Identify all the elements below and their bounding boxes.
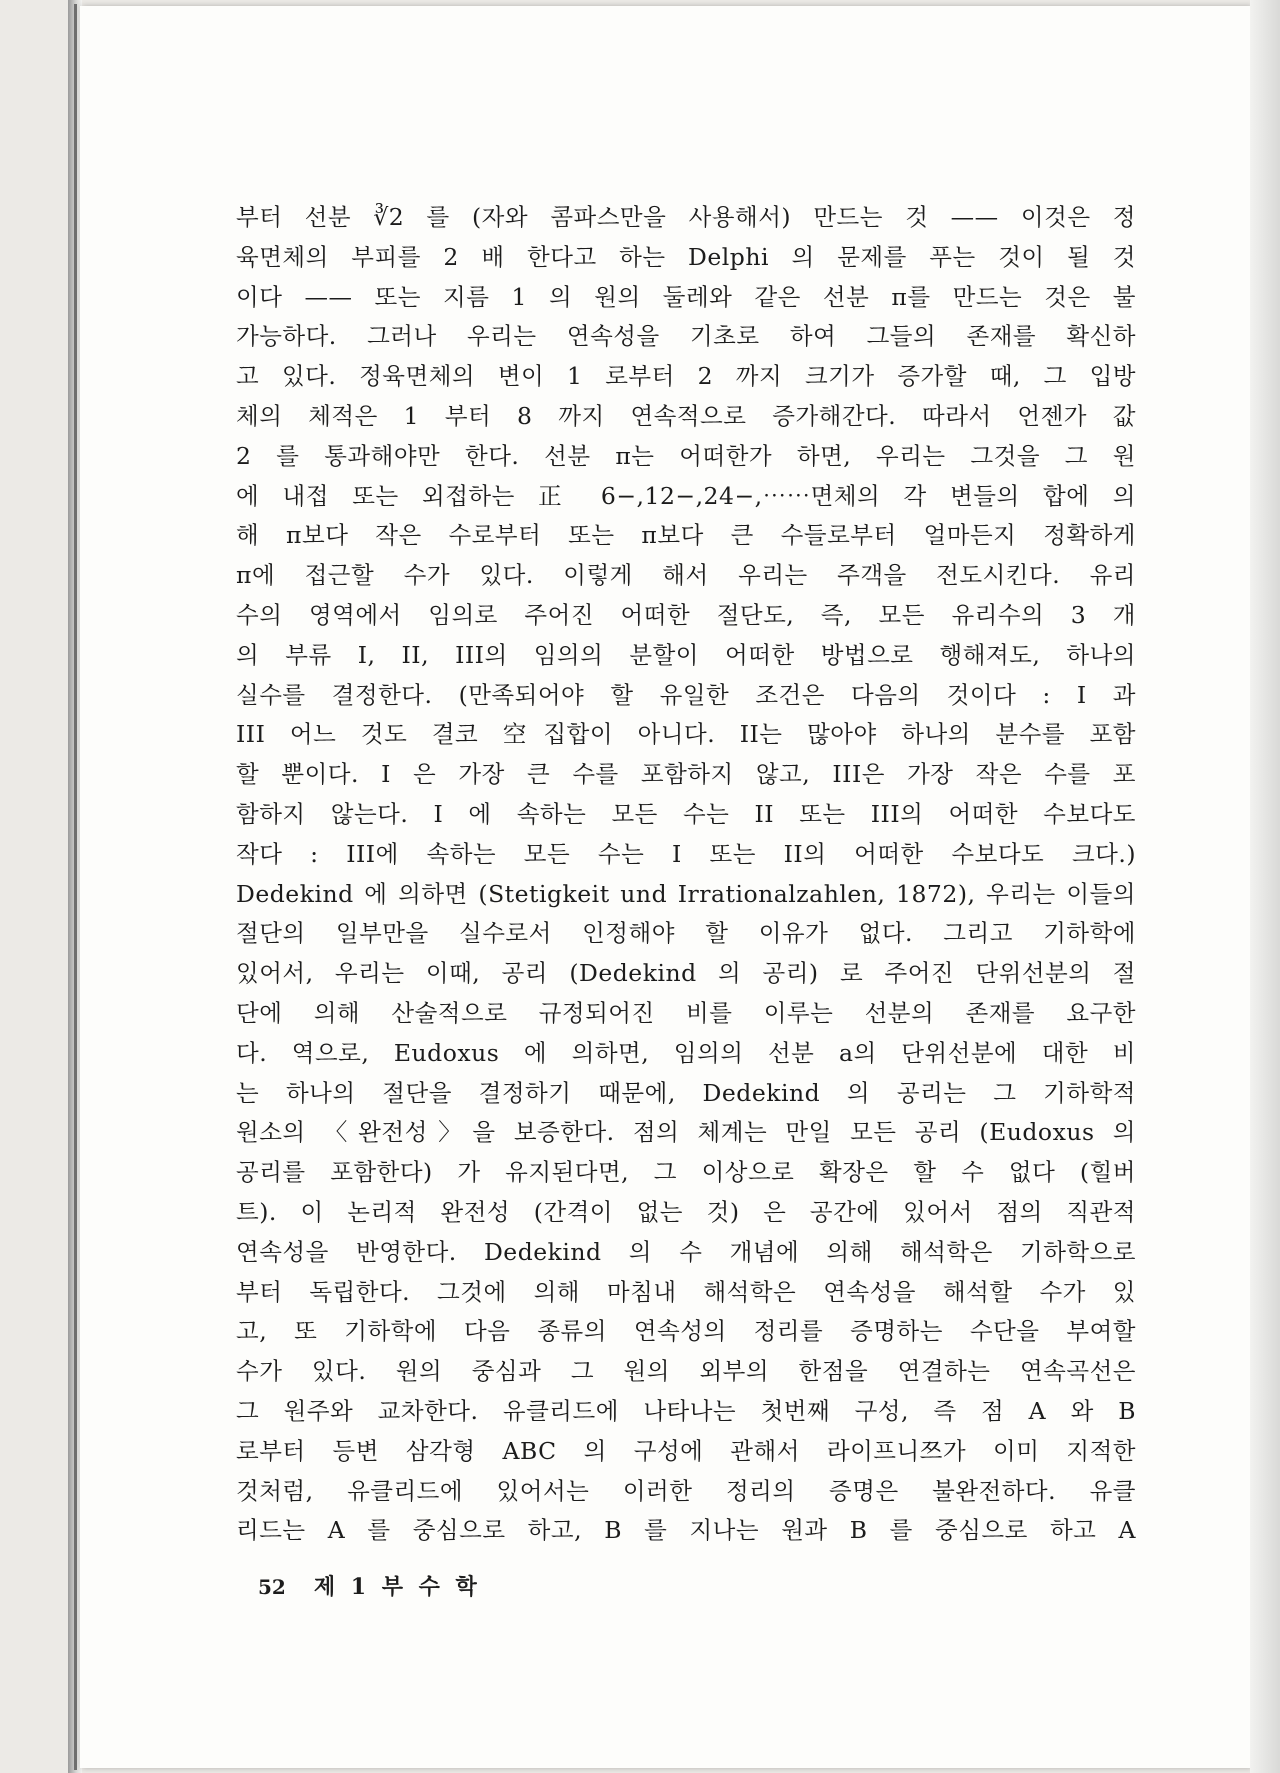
- text-line: π에 접근할 수가 있다. 이렇게 해서 우리는 주객을 전도시킨다. 유리: [236, 561, 1136, 590]
- body-text: [236, 198, 1136, 1551]
- page-footer: [258, 1570, 481, 1601]
- text-line: 그 원주와 교차한다. 유클리드에 나타나는 첫번째 구성, 즉 점 A 와 B: [236, 1396, 1136, 1425]
- text-line: 부터 선분 ∛2 를 (자와 콤파스만을 사용해서) 만드는 것 —— 이것은 정: [236, 203, 1136, 231]
- text-line: 해 π보다 작은 수로부터 또는 π보다 큰 수들로부터 얼마든지 정확하게: [236, 521, 1136, 550]
- text-line: 것처럼, 유클리드에 있어서는 이러한 정리의 증명은 불완전하다. 유클: [236, 1476, 1136, 1505]
- text-line: 원소의 〈완전성〉을 보증한다. 점의 체계는 만일 모든 공리 (Eudoxus 의: [236, 1118, 1136, 1147]
- text-line: 부터 독립한다. 그것에 의해 마침내 해석학은 연속성을 해석할 수가 있: [236, 1277, 1136, 1306]
- text-line: 단에 의해 산술적으로 규정되어진 비를 이루는 선분의 존재를 요구한: [236, 998, 1136, 1027]
- text-line: 체의 체적은 1 부터 8 까지 연속적으로 증가해간다. 따라서 언젠가 값: [236, 401, 1136, 430]
- text-line: 의 부류 I, II, III의 임의의 분할이 어떠한 방법으로 행해져도, 하나의: [236, 640, 1136, 669]
- text-line: 리드는 A 를 중심으로 하고, B 를 지나는 원과 B 를 중심으로 하고 A: [236, 1516, 1136, 1545]
- text-line: 가능하다. 그러나 우리는 연속성을 기초로 하여 그들의 존재를 확신하: [236, 322, 1136, 351]
- text-line: 이다 —— 또는 지름 1 의 원의 둘레와 같은 선분 π를 만드는 것은 불: [236, 282, 1136, 311]
- page-edge: [74, 4, 77, 1770]
- text-line: 실수를 결정한다. (만족되어야 할 유일한 조건은 다음의 것이다 : I 과: [236, 680, 1136, 709]
- text-line: 연속성을 반영한다. Dedekind 의 수 개념에 의해 해석학은 기하학으로: [236, 1237, 1136, 1266]
- text-line: 에 내접 또는 외접하는 正 6−,12−,24−,⋯⋯면체의 각 변들의 합에 의: [236, 481, 1136, 510]
- text-line: 고, 또 기하학에 다음 종류의 연속성의 정리를 증명하는 수단을 부여할: [236, 1317, 1136, 1346]
- page-number: 52: [258, 1575, 286, 1599]
- text-line: 있어서, 우리는 이때, 공리 (Dedekind 의 공리) 로 주어진 단위선분의 절: [236, 959, 1136, 988]
- text-line: 수가 있다. 원의 중심과 그 원의 외부의 한점을 연결하는 연속곡선은: [236, 1357, 1136, 1386]
- text-line: 고 있다. 정육면체의 변이 1 로부터 2 까지 크기가 증가할 때, 그 입방: [236, 362, 1136, 391]
- text-line: 육면체의 부피를 2 배 한다고 하는 Delphi 의 문제를 푸는 것이 될 것: [236, 242, 1136, 271]
- section-title: 제 1 부 수 학: [313, 1574, 481, 1600]
- text-line: Dedekind 에 의하면 (Stetigkeit und Irrationalzahlen, 1872), 우리는 이들의: [236, 879, 1136, 908]
- text-line: 로부터 등변 삼각형 ABC 의 구성에 관해서 라이프니쯔가 이미 지적한: [236, 1436, 1136, 1465]
- text-line: 절단의 일부만을 실수로서 인정해야 할 이유가 없다. 그리고 기하학에: [236, 919, 1136, 948]
- page-right-shade: [1250, 0, 1280, 1773]
- text-line: 할 뿐이다. I 은 가장 큰 수를 포함하지 않고, III은 가장 작은 수를 포: [236, 760, 1136, 789]
- text-line: 다. 역으로, Eudoxus 에 의하면, 임의의 선분 a의 단위선분에 대한 비: [236, 1038, 1136, 1067]
- text-line: 는 하나의 절단을 결정하기 때문에, Dedekind 의 공리는 그 기하학적: [236, 1078, 1136, 1107]
- text-line: 2 를 통과해야만 한다. 선분 π는 어떠한가 하면, 우리는 그것을 그 원: [236, 441, 1136, 470]
- text-line: 공리를 포함한다) 가 유지된다면, 그 이상으로 확장은 할 수 없다 (힐버: [236, 1158, 1136, 1187]
- text-line: 수의 영역에서 임의로 주어진 어떠한 절단도, 즉, 모든 유리수의 3 개: [236, 600, 1136, 629]
- text-line: 작다 : III에 속하는 모든 수는 I 또는 II의 어떠한 수보다도 크다.): [236, 839, 1136, 868]
- text-line: 트). 이 논리적 완전성 (간격이 없는 것) 은 공간에 있어서 점의 직관적: [236, 1197, 1136, 1226]
- text-line: 함하지 않는다. I 에 속하는 모든 수는 II 또는 III의 어떠한 수보다도: [236, 799, 1136, 828]
- text-line: III 어느 것도 결코 空집합이 아니다. II는 많아야 하나의 분수를 포함: [236, 720, 1136, 749]
